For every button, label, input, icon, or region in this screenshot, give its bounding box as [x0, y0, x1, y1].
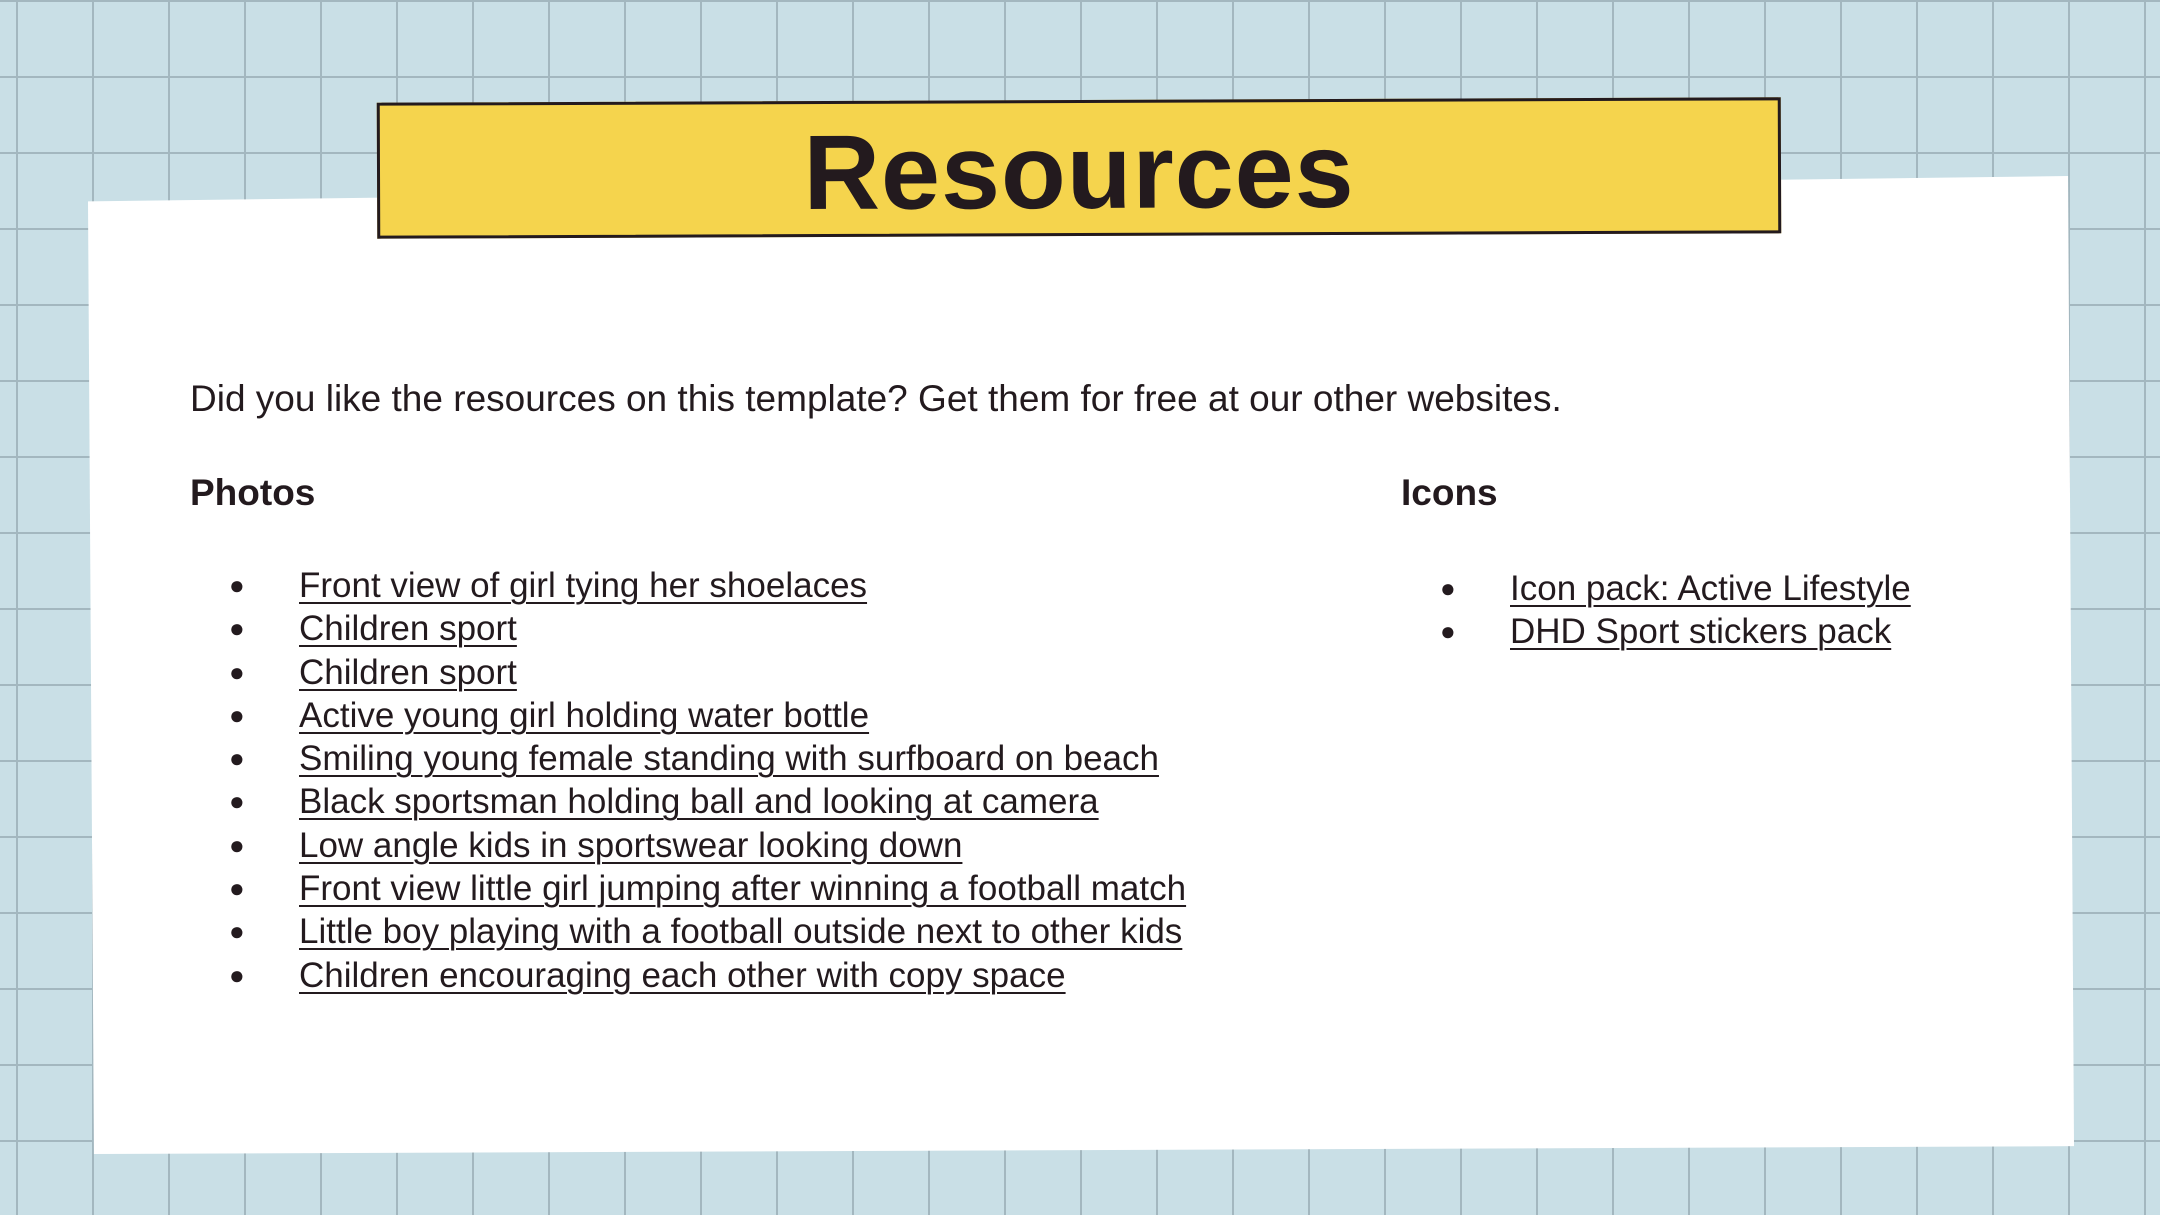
bullet-icon: ●: [229, 743, 245, 774]
bullet-icon: ●: [229, 786, 245, 817]
slide-title: Resources: [803, 111, 1355, 233]
list-item: [229, 910, 1186, 953]
intro-text: Did you like the resources on this template? Get them for free at our other websites.: [190, 378, 1562, 419]
bullet-icon: ●: [229, 570, 245, 600]
list-item: [229, 867, 1187, 910]
list-item: [229, 737, 1186, 780]
list-item: [229, 607, 1186, 650]
bullet-icon: ●: [229, 873, 245, 904]
photos-heading: Photos: [190, 472, 316, 513]
photo-link-6[interactable]: Black sportsman holding ball and looking at camera: [299, 782, 1099, 822]
list-item: [1440, 567, 1911, 610]
icon-link-1[interactable]: Icon pack: Active Lifestyle: [1510, 569, 1911, 608]
bullet-icon: ●: [229, 916, 245, 947]
list-item: [229, 651, 1186, 694]
bullet-icon: ●: [229, 959, 245, 990]
photo-link-5[interactable]: Smiling young female standing with surfboard on beach: [299, 739, 1159, 779]
photo-link-1[interactable]: Front view of girl tying her shoelaces: [299, 566, 868, 605]
icons-heading: Icons: [1401, 472, 1498, 513]
photo-link-8[interactable]: Front view little girl jumping after winning a football match: [299, 869, 1187, 909]
list-item: [229, 564, 1186, 607]
list-item: [229, 824, 1186, 867]
bullet-icon: ●: [1440, 573, 1456, 603]
bullet-icon: ●: [229, 829, 245, 860]
photos-list: [229, 564, 1187, 997]
photo-link-9[interactable]: Little boy playing with a football outside next to other kids: [299, 912, 1183, 952]
photo-link-10[interactable]: Children encouraging each other with copy space: [299, 955, 1066, 995]
photo-link-7[interactable]: Low angle kids in sportswear looking down: [299, 825, 963, 865]
bullet-icon: ●: [229, 656, 245, 687]
icons-list: [1440, 567, 1911, 654]
bullet-icon: ●: [1440, 616, 1456, 647]
list-item: [229, 694, 1186, 737]
icon-link-2[interactable]: DHD Sport stickers pack: [1510, 612, 1892, 652]
bullet-icon: ●: [229, 613, 245, 644]
list-item: [229, 954, 1186, 997]
list-item: [1440, 610, 1911, 653]
photo-link-4[interactable]: Active young girl holding water bottle: [299, 695, 870, 735]
photo-link-3[interactable]: Children sport: [299, 652, 517, 692]
photo-link-2[interactable]: Children sport: [299, 609, 517, 649]
title-banner: [377, 97, 1782, 238]
bullet-icon: ●: [229, 699, 245, 730]
list-item: [229, 780, 1186, 823]
